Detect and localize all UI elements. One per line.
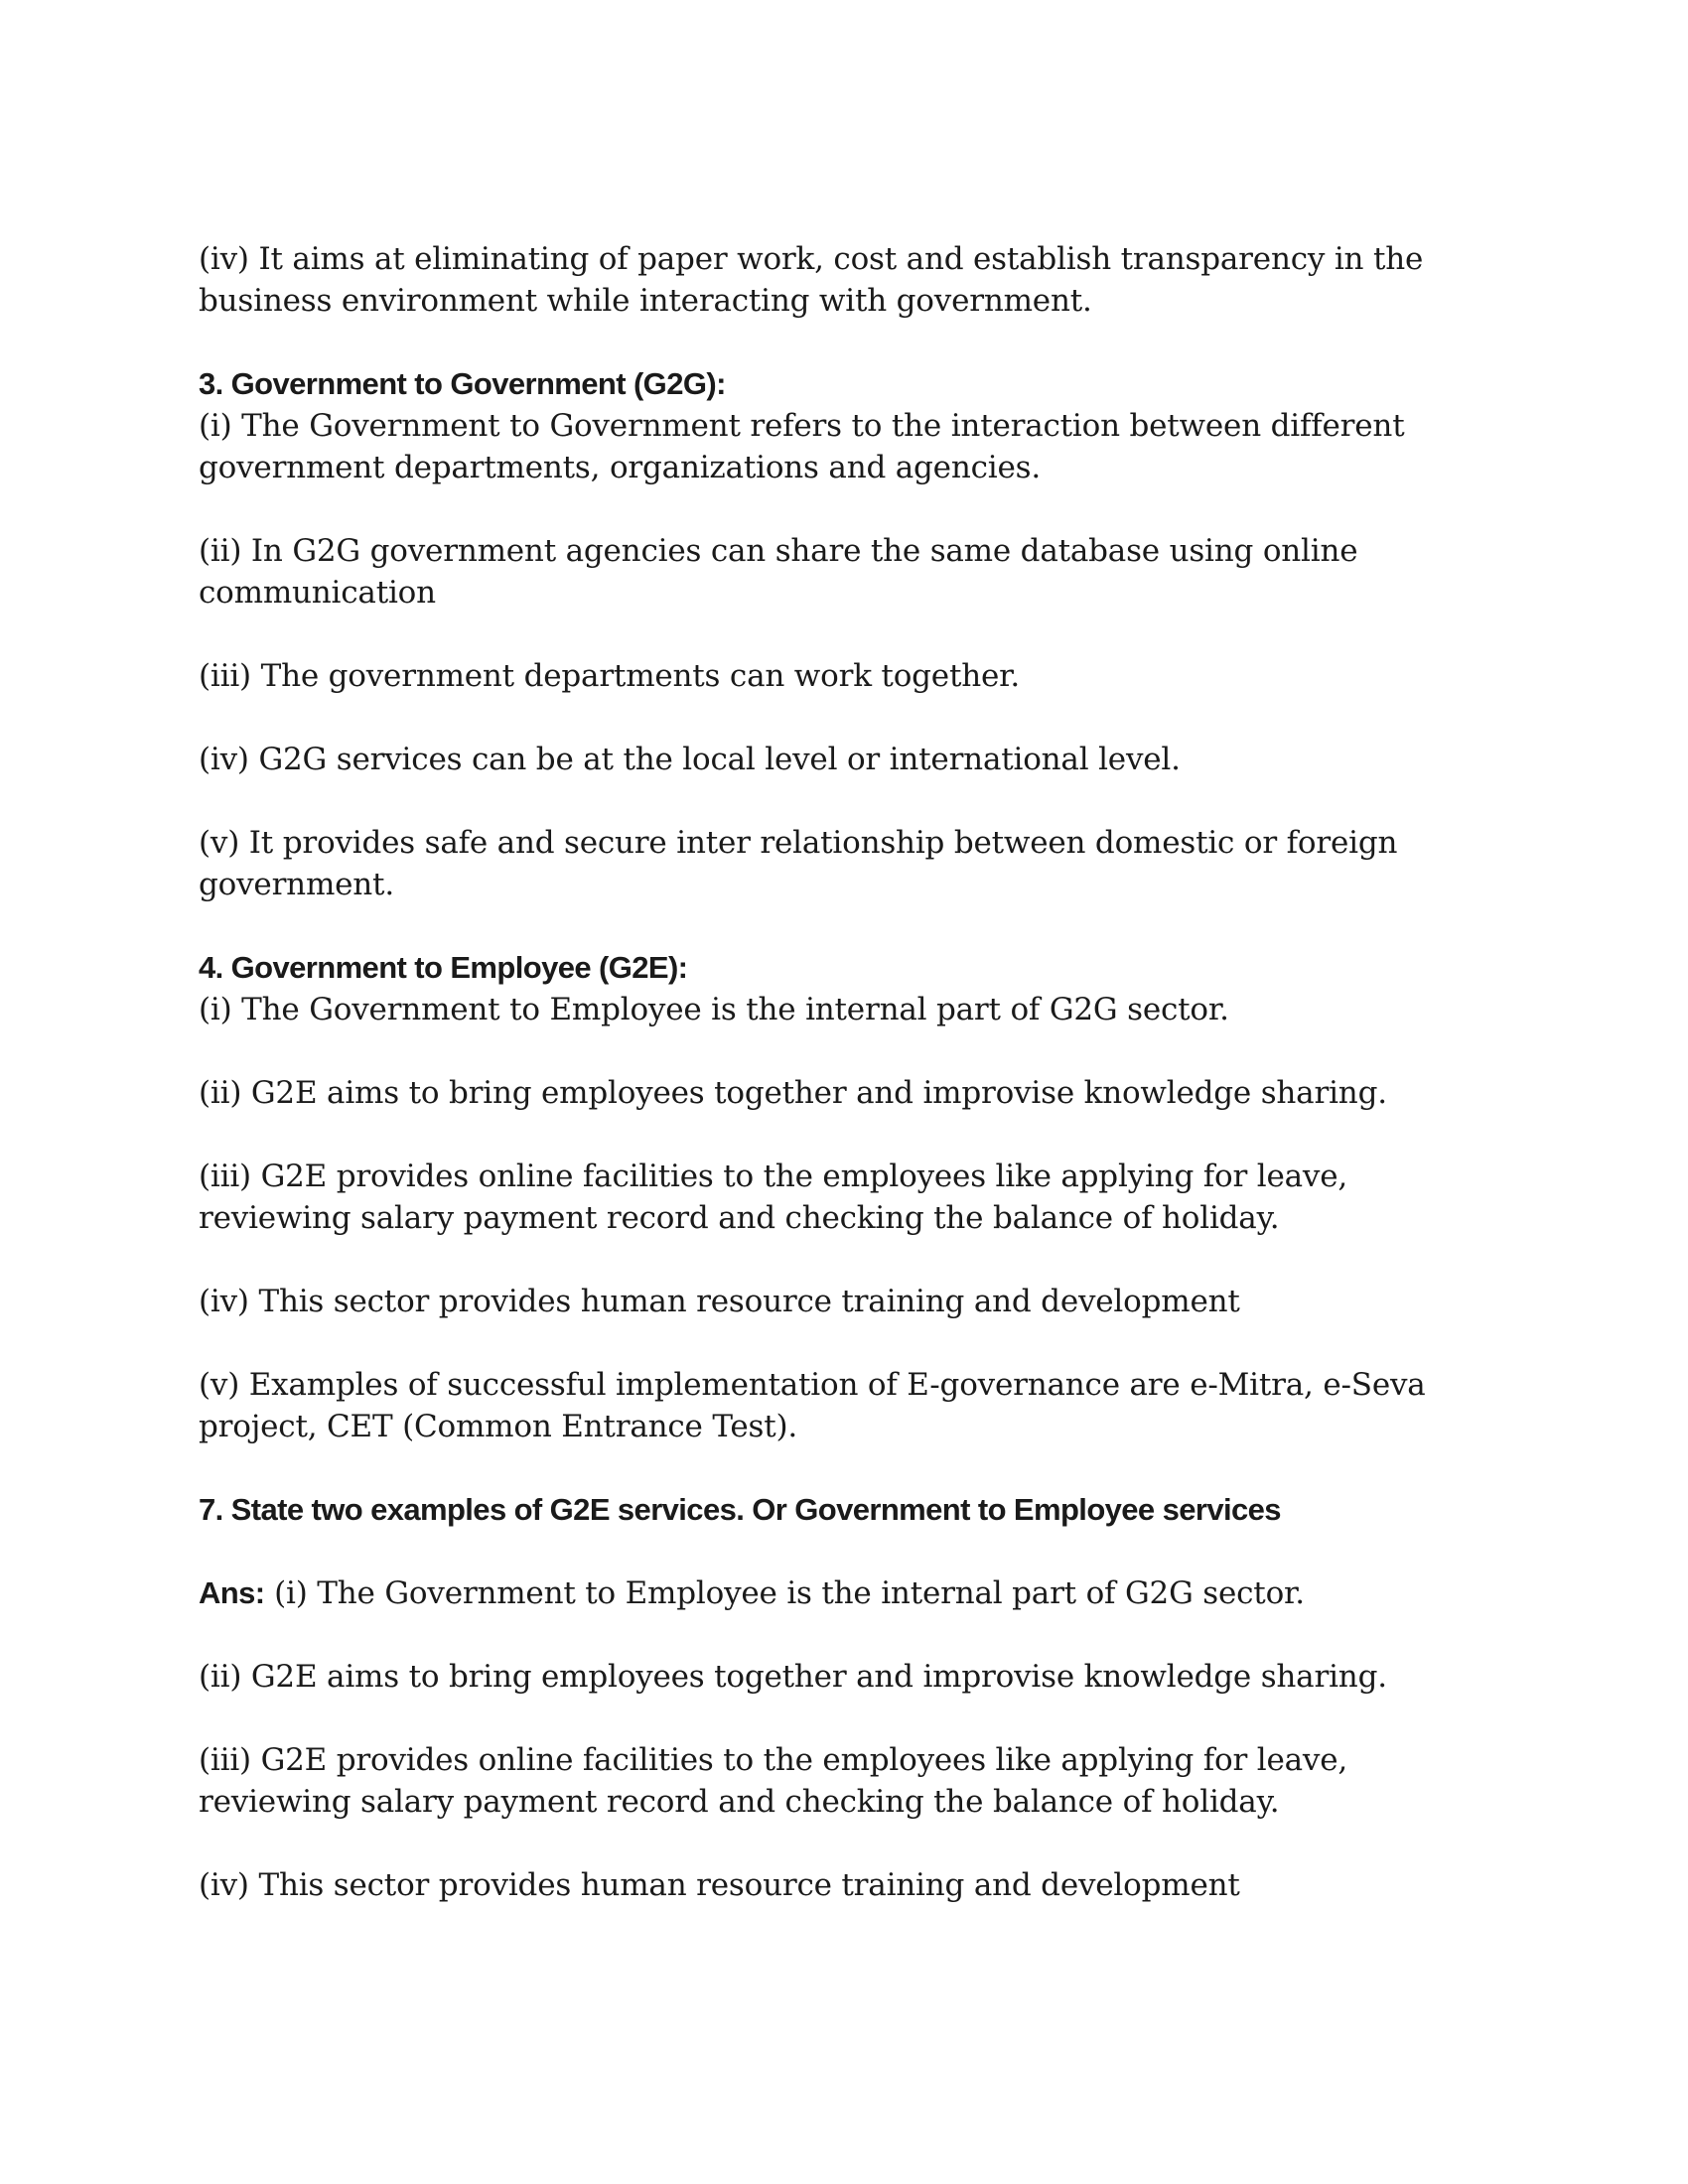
g2g-item-iv: (iv) G2G services can be at the local level or international level.	[199, 742, 1181, 777]
document-page	[199, 238, 1450, 1906]
g2e-item-iii: (iii) G2E provides online facilities to the employees like applying for leave, reviewing salary payment record and checking the balance of holiday.	[199, 1159, 1348, 1236]
g2e-item-iv: (iv) This sector provides human resource training and development	[199, 1284, 1240, 1319]
g2e-item-i: (i) The Government to Employee is the internal part of G2G sector.	[199, 992, 1229, 1027]
g2g-item-v: (v) It provides safe and secure inter relationship between domestic or foreign government.	[199, 825, 1398, 902]
heading-question-7: 7. State two examples of G2E services. Or Government to Employee services	[199, 1492, 1281, 1527]
g2g-item-iii: (iii) The government departments can work together.	[199, 658, 1020, 694]
g2g-item-i: (i) The Government to Government refers to the interaction between different government departments, organizations and agencies.	[199, 408, 1405, 485]
heading-g2g: 3. Government to Government (G2G):	[199, 366, 726, 401]
answer-item-i	[199, 1572, 1450, 1614]
paragraph-iv-intro: (iv) It aims at eliminating of paper work, cost and establish transparency in the business environment while interacting with government.	[199, 241, 1424, 319]
answer-item-iii: (iii) G2E provides online facilities to the employees like applying for leave, reviewing salary payment record and checking the balance of holiday.	[199, 1742, 1348, 1820]
answer-item-i-text: (i) The Government to Employee is the internal part of G2G sector.	[264, 1575, 1305, 1611]
g2e-item-ii: (ii) G2E aims to bring employees together and improvise knowledge sharing.	[199, 1075, 1387, 1111]
g2e-item-v: (v) Examples of successful implementation of E-governance are e-Mitra, e-Seva project, CET (Common Entrance Test).	[199, 1367, 1426, 1444]
g2g-item-ii: (ii) In G2G government agencies can share the same database using online communication	[199, 533, 1358, 611]
answer-label: Ans:	[199, 1575, 265, 1610]
heading-g2e: 4. Government to Employee (G2E):	[199, 950, 688, 985]
answer-item-iv: (iv) This sector provides human resource training and development	[199, 1867, 1240, 1903]
answer-item-ii: (ii) G2E aims to bring employees together and improvise knowledge sharing.	[199, 1659, 1387, 1695]
